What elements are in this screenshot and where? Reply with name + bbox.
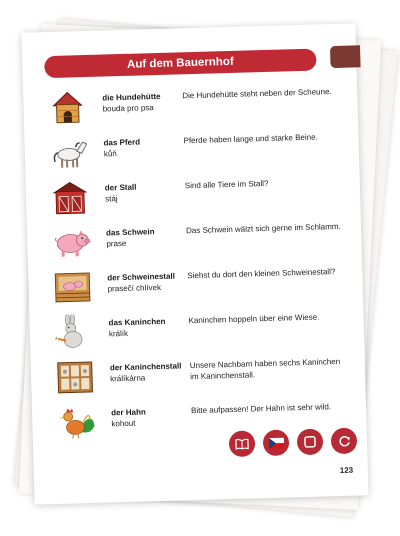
vocab-entry	[52, 260, 349, 308]
book-icon	[235, 438, 249, 450]
german-word: das Kaninchen	[108, 316, 166, 328]
example-sentence: Das Schwein wälzt sich gerne im Schlamm.	[185, 221, 341, 236]
horse-icon	[48, 134, 89, 171]
rabbit-icon	[53, 314, 94, 351]
vocab-entry	[50, 170, 347, 218]
czech-word: prase	[106, 238, 127, 249]
corner-tab	[330, 45, 361, 68]
example-sentence: Pferde haben lange und starke Beine.	[183, 132, 318, 146]
example-sentence: Bitte aufpassen! Der Hahn ist sehr wild.	[190, 402, 332, 416]
refresh-icon	[337, 434, 350, 447]
czech-word: stáj	[105, 194, 118, 204]
pig-icon	[51, 224, 92, 261]
rabbit-hutch-icon	[55, 359, 96, 396]
rooster-icon	[56, 404, 97, 441]
example-sentence: Siehst du dort den kleinen Schweinestall?	[187, 267, 336, 281]
repeat-button[interactable]	[331, 428, 358, 455]
page-number: 123	[339, 465, 354, 476]
czech-word: králíkárna	[110, 373, 146, 384]
czech-word: bouda pro psa	[102, 103, 154, 114]
german-word: das Pferd	[103, 137, 141, 148]
vocab-entry	[51, 215, 348, 263]
example-sentence: Unsere Nachbarn haben sechs Kaninchen im Kaninchenstall.	[189, 356, 341, 382]
example-sentence: Kaninchen hoppeln über eine Wiese.	[188, 312, 320, 326]
vocab-entry	[53, 305, 350, 353]
stop-button[interactable]	[297, 429, 324, 456]
german-word: der Schweinestall	[107, 271, 176, 283]
vocab-entry	[47, 80, 344, 128]
vocab-entry	[55, 350, 352, 398]
vocab-entry	[48, 125, 345, 173]
book-button[interactable]	[229, 430, 256, 457]
page-title: Auf dem Bauernhof	[44, 49, 317, 79]
german-word: das Schwein	[105, 227, 155, 238]
square-icon	[304, 436, 316, 448]
czech-word: kůň	[103, 149, 117, 159]
pigsty-icon	[52, 269, 93, 306]
example-sentence: Die Hundehütte steht neben der Scheune.	[182, 87, 332, 101]
german-word: der Hahn	[110, 407, 146, 418]
czech-word: prasečí chlívek	[107, 282, 162, 294]
action-buttons	[229, 427, 360, 459]
german-word: der Stall	[104, 182, 137, 193]
language-button[interactable]	[263, 429, 290, 456]
doghouse-icon	[47, 89, 88, 126]
example-sentence: Sind alle Tiere im Stall?	[184, 178, 269, 191]
stable-icon	[50, 179, 91, 216]
czech-word: kohout	[111, 418, 136, 429]
flag-czech-icon	[268, 437, 283, 448]
german-word: der Kaninchenstall	[109, 361, 182, 373]
vocabulary-page	[21, 23, 368, 504]
german-word: die Hundehütte	[102, 91, 161, 103]
czech-word: králík	[108, 328, 129, 339]
